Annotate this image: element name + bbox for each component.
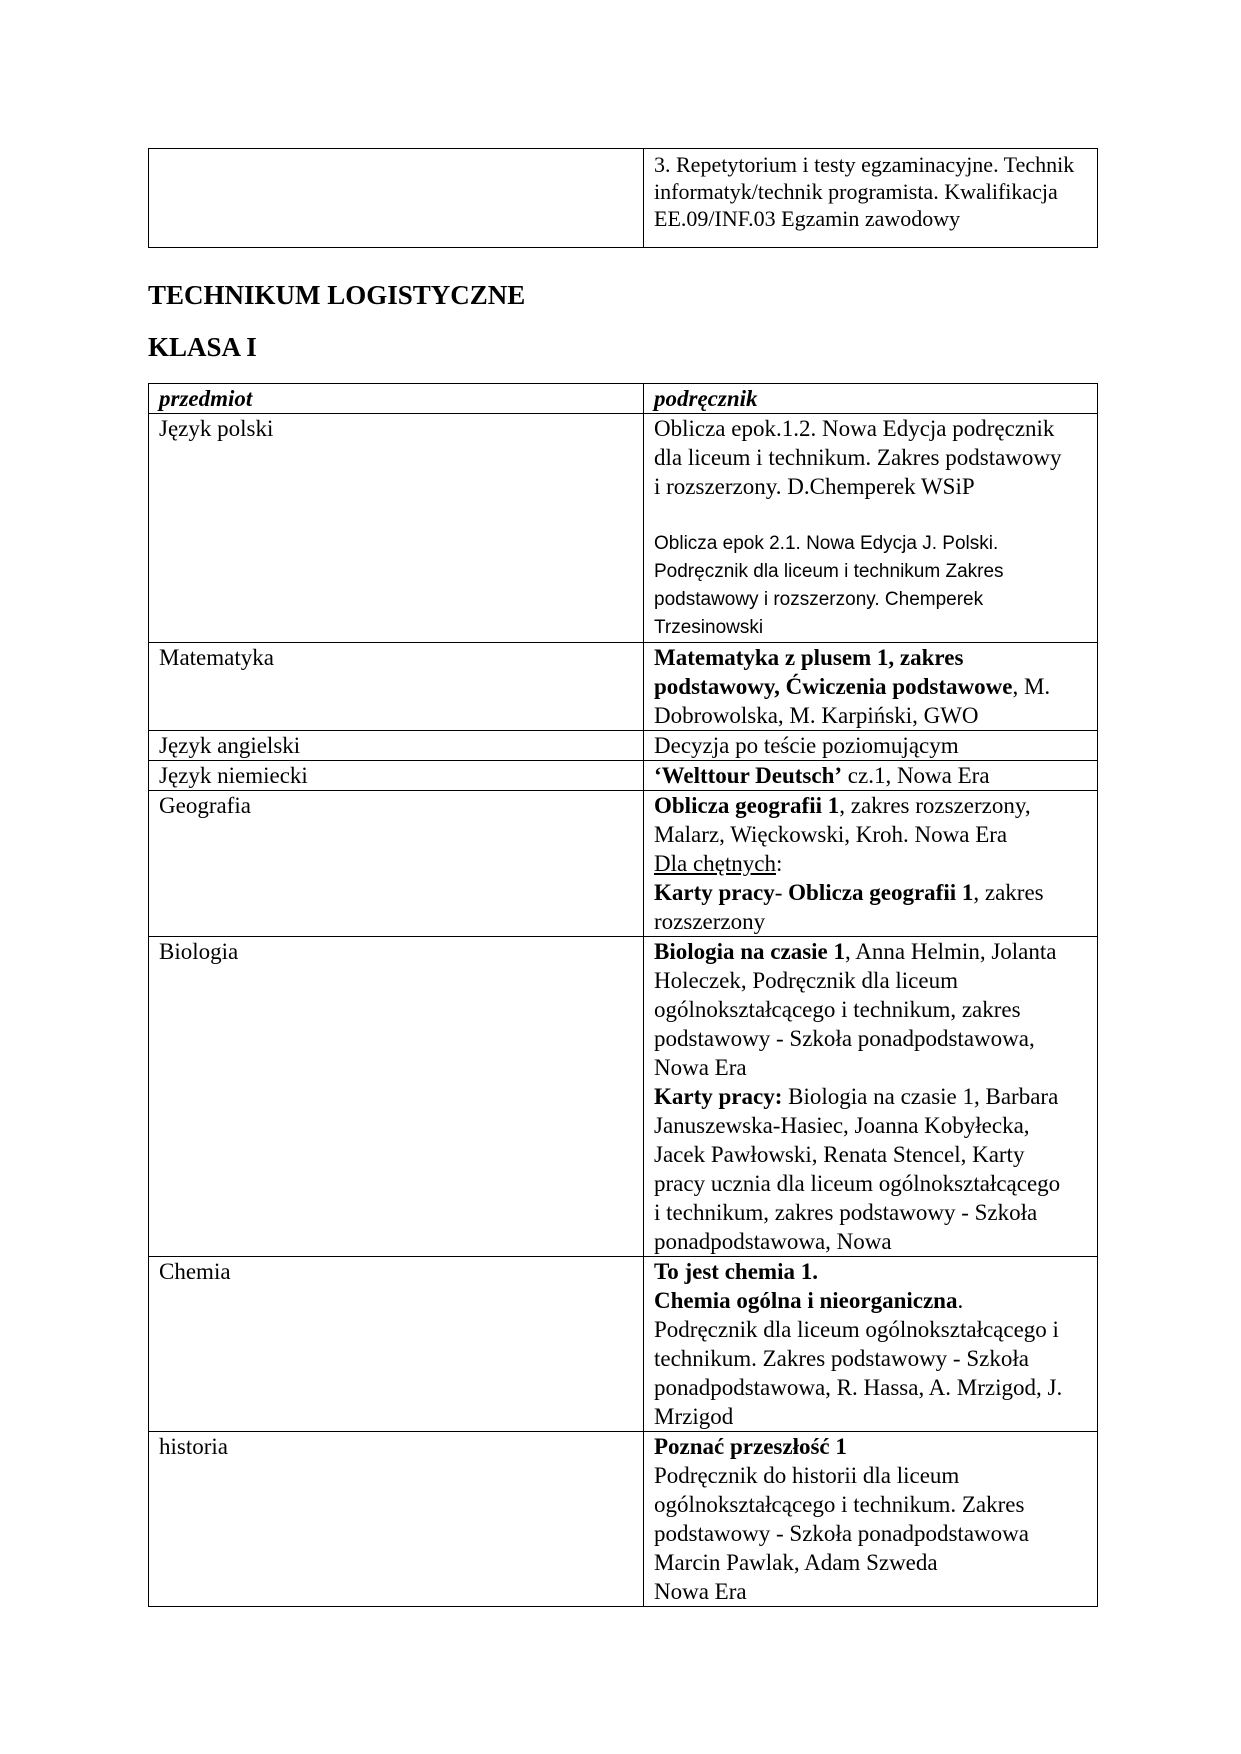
textbook-cell: Decyzja po teście poziomującym xyxy=(644,731,1098,761)
previous-section-table xyxy=(148,148,1098,248)
textbook-table xyxy=(148,383,1098,1607)
textbook-cell xyxy=(644,149,1098,248)
textbook-text: . xyxy=(957,1288,964,1313)
textbook-line: podstawowy i rozszerzony. Chemperek xyxy=(654,589,984,610)
table-row xyxy=(149,1432,1098,1607)
optional-label: Dla chętnych xyxy=(654,851,776,876)
textbook-title: ‘Welttour Deutsch’ xyxy=(654,763,843,788)
textbook-cell xyxy=(644,1432,1098,1607)
textbook-title: Biologia na czasie 1 xyxy=(654,939,846,964)
table-row xyxy=(149,731,1098,761)
textbook-title: Karty pracy: xyxy=(654,1084,783,1109)
textbook-text: , zakres xyxy=(973,880,1044,905)
subject-cell: Geografia xyxy=(149,791,644,937)
textbook-line: Oblicza epok 2.1. Nowa Edycja J. Polski. xyxy=(654,533,999,554)
textbook-line: i technikum, zakres podstawowy - Szkoła xyxy=(654,1200,1038,1225)
textbook-title: To jest chemia 1. xyxy=(654,1259,818,1284)
textbook-line xyxy=(654,1082,1087,1111)
textbook-text: , Anna Helmin, Jolanta xyxy=(845,939,1057,964)
textbook-line: ponadpodstawowa, Nowa xyxy=(654,1229,892,1254)
textbook-text: , zakres rozszerzony, xyxy=(839,793,1031,818)
textbook-line: ogólnokształcącego i technikum, zakres xyxy=(654,997,1021,1022)
school-title: TECHNIKUM LOGISTYCZNE xyxy=(148,280,526,310)
textbook-line: i rozszerzony. D.Chemperek WSiP xyxy=(654,474,975,499)
textbook-cell xyxy=(644,791,1098,937)
textbook-line xyxy=(654,791,1087,820)
textbook-line xyxy=(654,878,1087,907)
textbook-line: EE.09/INF.03 Egzamin zawodowy xyxy=(654,206,961,231)
textbook-line: Trzesinowski xyxy=(654,617,764,638)
textbook-line: Januszewska-Hasiec, Joanna Kobyłecka, xyxy=(654,1113,1030,1138)
textbook-line: pracy ucznia dla liceum ogólnokształcącego xyxy=(654,1171,1061,1196)
textbook-line: technikum. Zakres podstawowy - Szkoła xyxy=(654,1346,1029,1371)
textbook-cell xyxy=(644,643,1098,731)
textbook-line: Podręcznik dla liceum i technikum Zakres xyxy=(654,561,1004,582)
table-row xyxy=(149,643,1098,731)
textbook-title: Poznać przeszłość 1 xyxy=(654,1434,847,1459)
textbook-cell xyxy=(644,1257,1098,1432)
textbook-line: informatyk/technik programista. Kwalifikacja xyxy=(654,179,1058,204)
textbook-line xyxy=(654,849,1087,878)
class-title: KLASA I xyxy=(148,332,257,362)
textbook-header: podręcznik xyxy=(644,384,1098,414)
textbook-line: rozszerzony xyxy=(654,909,766,934)
textbook-line: Marcin Pawlak, Adam Szweda xyxy=(654,1550,938,1575)
table-header-row xyxy=(149,384,1098,414)
textbook-line: Jacek Pawłowski, Renata Stencel, Karty xyxy=(654,1142,1025,1167)
textbook-text: Biologia na czasie 1, Barbara xyxy=(782,1084,1059,1109)
textbook-line: ogólnokształcącego i technikum. Zakres xyxy=(654,1492,1025,1517)
textbook-line: podstawowy - Szkoła ponadpodstawowa, xyxy=(654,1026,1035,1051)
table-row xyxy=(149,761,1098,791)
textbook-line xyxy=(654,672,1087,701)
textbook-line: Podręcznik do historii dla liceum xyxy=(654,1463,960,1488)
textbook-cell xyxy=(644,761,1098,791)
textbook-text: cz.1, Nowa Era xyxy=(842,763,990,788)
textbook-text: : xyxy=(775,851,783,876)
empty-subject-cell xyxy=(149,149,644,248)
textbook-line: Nowa Era xyxy=(654,1055,747,1080)
textbook-title: podstawowy, Ćwiczenia podstawowe xyxy=(654,674,1013,699)
textbook-title: Oblicza geografii 1 xyxy=(788,880,974,905)
textbook-line: Mrzigod xyxy=(654,1404,734,1429)
subject-cell: historia xyxy=(149,1432,644,1607)
textbook-line: Malarz, Więckowski, Kroh. Nowa Era xyxy=(654,822,1008,847)
textbook-line: Dobrowolska, M. Karpiński, GWO xyxy=(654,703,979,728)
table-row xyxy=(149,1257,1098,1432)
textbook-line: ponadpodstawowa, R. Hassa, A. Mrzigod, J. xyxy=(654,1375,1063,1400)
spacer xyxy=(654,501,1087,530)
subject-cell: Język niemiecki xyxy=(149,761,644,791)
textbook-title: Matematyka z plusem 1, zakres xyxy=(654,645,964,670)
table-row xyxy=(149,149,1098,248)
subject-cell: Matematyka xyxy=(149,643,644,731)
textbook-line: Podręcznik dla liceum ogólnokształcącego i xyxy=(654,1317,1059,1342)
textbook-title: Oblicza geografii 1 xyxy=(654,793,840,818)
textbook-cell xyxy=(644,937,1098,1257)
textbook-line: 3. Repetytorium i testy egzaminacyjne. Technik xyxy=(654,152,1075,177)
subject-header: przedmiot xyxy=(149,384,644,414)
table-row xyxy=(149,414,1098,643)
textbook-line: Oblicza epok.1.2. Nowa Edycja podręcznik xyxy=(654,416,1055,441)
table-row xyxy=(149,937,1098,1257)
textbook-line: Nowa Era xyxy=(654,1579,747,1604)
subject-cell: Biologia xyxy=(149,937,644,1257)
textbook-title: Karty pracy xyxy=(654,880,775,905)
subject-cell: Język polski xyxy=(149,414,644,643)
table-row xyxy=(149,791,1098,937)
subject-cell: Chemia xyxy=(149,1257,644,1432)
textbook-line: dla liceum i technikum. Zakres podstawowy xyxy=(654,445,1062,470)
textbook-line: podstawowy - Szkoła ponadpodstawowa xyxy=(654,1521,1029,1546)
textbook-line xyxy=(654,937,1087,966)
textbook-cell xyxy=(644,414,1098,643)
subject-cell: Język angielski xyxy=(149,731,644,761)
textbook-line xyxy=(654,1286,1087,1315)
textbook-text: - xyxy=(774,880,789,905)
textbook-line: Holeczek, Podręcznik dla liceum xyxy=(654,968,958,993)
textbook-title: Chemia ogólna i nieorganiczna xyxy=(654,1288,958,1313)
textbook-text: , M. xyxy=(1012,674,1051,699)
